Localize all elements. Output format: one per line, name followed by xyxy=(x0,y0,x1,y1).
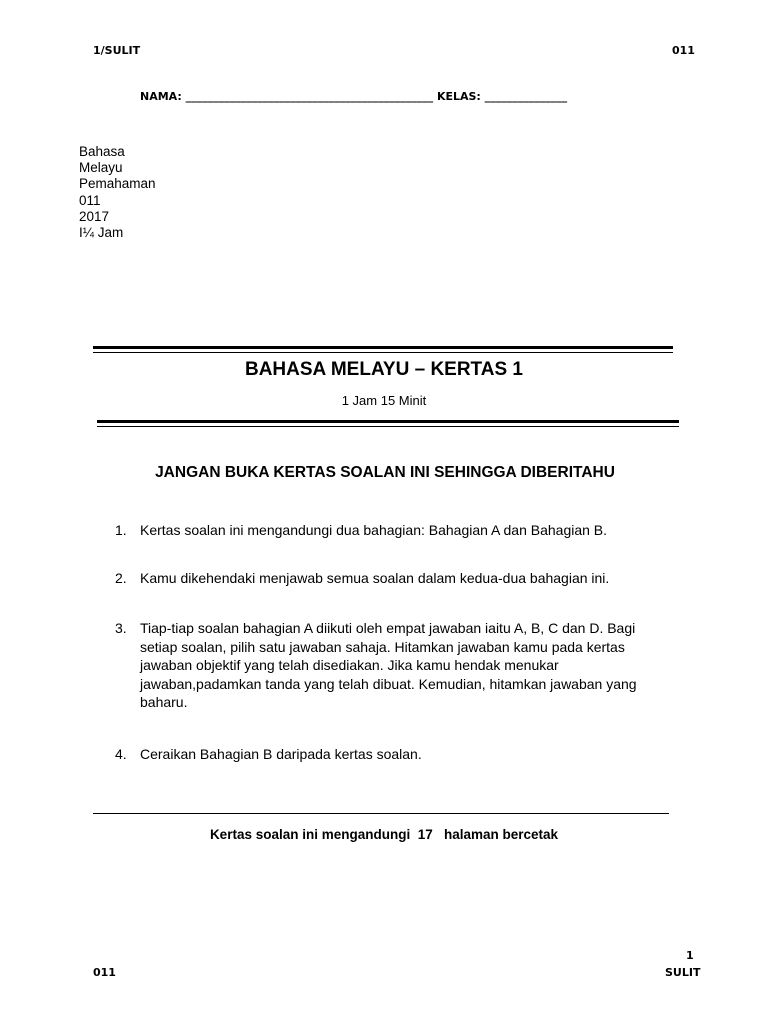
header-left-label: 1/SULIT xyxy=(93,44,141,57)
instruction-item xyxy=(115,745,675,764)
header-right-code: 011 xyxy=(672,44,695,57)
top-double-rule xyxy=(93,346,673,353)
subject-line: 2017 xyxy=(79,208,110,224)
subject-line: Melayu xyxy=(79,160,123,176)
exam-duration: 1 Jam 15 Minit xyxy=(341,393,427,408)
instruction-number: 4. xyxy=(115,746,127,762)
instruction-number: 3. xyxy=(115,620,127,636)
subject-line: Bahasa xyxy=(79,144,125,159)
bottom-rule xyxy=(93,813,669,814)
page-count-note: Kertas soalan ini mengandungi 17 halaman bercetak xyxy=(209,827,559,842)
warning-heading: JANGAN BUKA KERTAS SOALAN INI SEHINGGA DIBERITAHU xyxy=(155,464,615,481)
instruction-text: Tiap-tiap soalan bahagian A diikuti oleh empat jawaban iaitu A, B, C dan D. Bagi setiap soalan, pilih satu jawaban sahaja. Hitamkan jawaban kamu pada kertas jawaban objektif yang telah disediakan. Jika kamu hendak menukar jawaban,padamkan tanda yang telah dibuat. Kemudian, hitamkan jawaban yang baharu. xyxy=(140,620,637,710)
instruction-item xyxy=(115,521,675,540)
student-name-class-line: NAMA: _____________________________________________ KELAS: _______________ xyxy=(140,90,568,103)
instruction-number: 1. xyxy=(115,522,127,538)
footer-right-label: SULIT xyxy=(665,966,701,979)
page-number: 1 xyxy=(686,949,694,962)
footer-left-code: 011 xyxy=(93,966,116,979)
subject-line: Pemahaman xyxy=(79,176,156,192)
subject-line: 011 xyxy=(79,192,101,208)
instruction-number: 2. xyxy=(115,570,127,586)
exam-title: BAHASA MELAYU – KERTAS 1 xyxy=(244,359,523,380)
instruction-text: Kamu dikehendaki menjawab semua soalan dalam kedua-dua bahagian ini. xyxy=(140,570,610,586)
subject-info-block xyxy=(79,144,156,241)
middle-double-rule xyxy=(97,420,679,427)
instruction-item xyxy=(115,569,675,588)
subject-line: I¼ Jam xyxy=(79,225,124,241)
instruction-text: Ceraikan Bahagian B daripada kertas soalan. xyxy=(140,746,422,762)
instruction-text: Kertas soalan ini mengandungi dua bahagian: Bahagian A dan Bahagian B. xyxy=(140,522,608,538)
instruction-item xyxy=(115,619,675,712)
